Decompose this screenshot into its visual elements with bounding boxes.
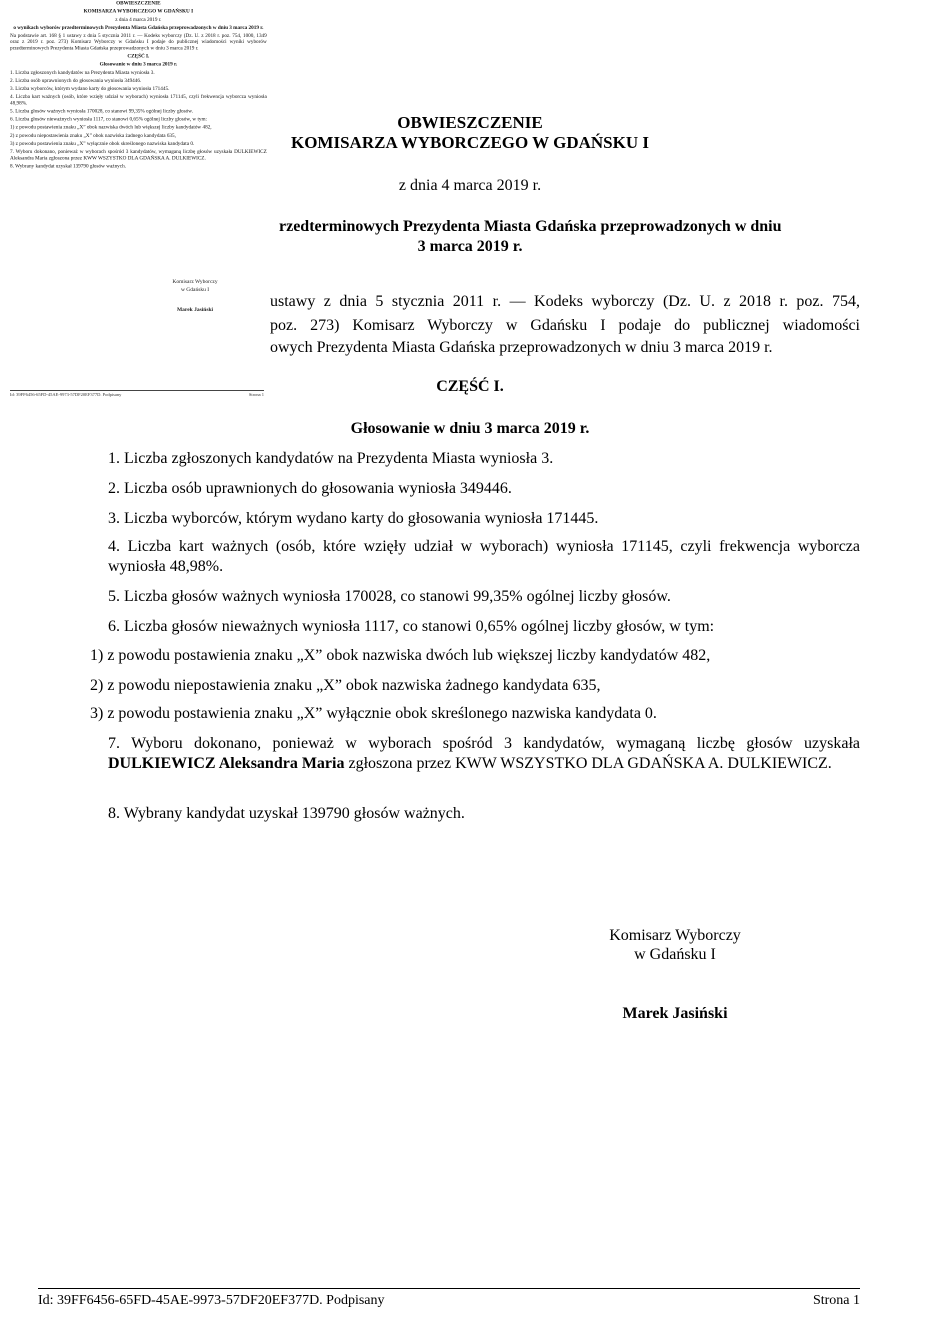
result-item-3 xyxy=(80,509,860,529)
thumb-title-line1: OBWIESZCZENIE xyxy=(116,0,161,6)
subject-line1: rzedterminowych Prezydenta Miasta Gdańska przeprowadzonych w dniu xyxy=(279,218,782,235)
document-date: z dnia 4 marca 2019 r. xyxy=(398,177,542,194)
result-item-5-text: 5. Liczba głosów ważnych wyniosła 170028, co stanowi 99,35% ogólnej liczby głosów. xyxy=(108,588,671,605)
result-item-1 xyxy=(80,449,860,469)
footer-page-number: Strona 1 xyxy=(812,1293,860,1308)
thumb-line-8: 2) z powodu niepostawienia znaku „X” obok nazwiska żadnego kandydata 635, xyxy=(10,132,176,139)
invalid-reason-2: 2) z powodu niepostawienia znaku „X” obok nazwiska żadnego kandydata 635, xyxy=(90,677,601,694)
result-item-7 xyxy=(80,734,860,774)
thumb-line-3: 3. Liczba wyborców, którym wydano karty do głosowania wyniosła 171445. xyxy=(10,85,170,92)
result-item-4 xyxy=(80,537,860,577)
thumb-line-10: 7. Wyboru dokonano, ponieważ w wyborach spośród 3 kandydatów, wymaganą liczbę głosów uzyskała DULKIEWICZ Aleksandra Maria zgłoszona przez KWW WSZYSTKO DLA GDAŃSKA A. DULKIEWICZ. xyxy=(10,148,267,161)
result-item-4-text: 4. Liczba kart ważnych (osób, które wzięły udział w wyborach) wyniosła 171145, czyli frekwencja wyborcza wyniosła 48,98%. xyxy=(108,538,860,575)
thumb-voting-header: Głosowanie w dniu 3 marca 2019 r. xyxy=(99,61,178,67)
thumb-sign-line1: Komisarz Wyborczy xyxy=(172,279,218,285)
thumbnail-content xyxy=(10,0,267,171)
thumb-intro: Na podstawie art. 168 § 1 ustawy z dnia 5 stycznia 2011 r. — Kodeks wyborczy (Dz. U. z 2018 r. poz. 754, 1000, 1349 oraz z 2019 r. poz. 273) Komisarz Wyborczy w Gdańsku I podaje do publicznej wiadomości wyniki wyborów przedterminowych Prezydenta Miasta Gdańska przeprowadzonych w dniu 3 marca 2019 r. xyxy=(10,32,267,51)
intro-line2: poz. 273) Komisarz Wyborczy w Gdańsku I podaje do publicznej wiadomości xyxy=(270,317,860,334)
thumb-line-2: 2. Liczba osób uprawnionych do głosowania wyniosła 349446. xyxy=(10,77,142,84)
document-title-line2: KOMISARZA WYBORCZEGO W GDAŃSKU I xyxy=(290,133,649,152)
thumb-footer-id: Id: 39FF6456-65FD-45AE-9973-57DF20EF377D. Podpisany xyxy=(10,392,122,397)
thumb-line-11: 8. Wybrany kandydat uzyskał 139790 głosów ważnych. xyxy=(10,163,126,169)
document-title-line1: OBWIESZCZENIE xyxy=(397,113,543,132)
signature-role-line2: w Gdańsku I xyxy=(634,946,716,963)
thumb-footer xyxy=(10,392,264,397)
item7-suffix: zgłoszona przez KWW WSZYSTKO DLA GDAŃSKA A. DULKIEWICZ. xyxy=(344,755,832,772)
thumb-footer-divider xyxy=(10,390,264,391)
signature-role-line1: Komisarz Wyborczy xyxy=(609,927,741,944)
intro-line1: ustawy z dnia 5 stycznia 2011 r. — Kodeks wyborczy (Dz. U. z 2018 r. poz. 754, xyxy=(270,293,860,310)
thumb-line-7: 1) z powodu postawienia znaku „X” obok nazwiska dwóch lub większej liczby kandydatów 482, xyxy=(10,124,212,130)
footer-divider xyxy=(38,1288,860,1289)
result-item-7-text xyxy=(80,734,860,774)
result-item-3-text: 3. Liczba wyborców, którym wydano karty do głosowania wyniosła 171445. xyxy=(108,510,599,527)
intro-line3: owych Prezydenta Miasta Gdańska przeprowadzonych w dniu 3 marca 2019 r. xyxy=(270,339,773,356)
page-thumbnail xyxy=(0,0,270,262)
invalid-reason-3: 3) z powodu postawienia znaku „X” wyłącznie obok skreślonego nazwiska kandydata 0. xyxy=(90,705,657,722)
thumb-line-5: 5. Liczba głosów ważnych wyniosła 170028, co stanowi 99,35% ogólnej liczby głosów. xyxy=(10,108,193,114)
section-title: CZĘŚĆ I. xyxy=(436,378,504,395)
result-item-1-text: 1. Liczba zgłoszonych kandydatów na Prezydenta Miasta wyniosła 3. xyxy=(108,450,554,467)
thumb-section-title: CZĘŚĆ I. xyxy=(127,53,150,59)
invalid-reason-1: 1) z powodu postawienia znaku „X” obok nazwiska dwóch lub większej liczby kandydatów 482, xyxy=(90,647,711,664)
result-item-6-text: 6. Liczba głosów nieważnych wyniosła 1117, co stanowi 0,65% ogólnej liczby głosów, w tym: xyxy=(108,618,715,635)
item7-prefix: 7. Wyboru dokonano, ponieważ w wyborach spośród 3 kandydatów, wymaganą liczbę głosów uzyskała xyxy=(108,735,860,752)
thumb-line-6: 6. Liczba głosów nieważnych wyniosła 1117, co stanowi 0,65% ogólnej liczby głosów, w tym: xyxy=(10,116,207,122)
elected-candidate-name: DULKIEWICZ Aleksandra Maria xyxy=(108,755,345,772)
result-item-2 xyxy=(80,479,860,499)
thumb-footer-page: Strona 1 xyxy=(248,392,264,397)
result-item-2-text: 2. Liczba osób uprawnionych do głosowania wyniosła 349446. xyxy=(108,480,512,497)
thumb-subject: o wynikach wyborów przedterminowych Prezydenta Miasta Gdańska przeprowadzonych w dniu 3 marca 2019 r. xyxy=(13,24,264,31)
thumb-signature xyxy=(160,278,230,314)
thumb-sign-name: Marek Jasiński xyxy=(176,307,214,313)
result-item-8 xyxy=(80,804,860,824)
footer-document-id: Id: 39FF6456-65FD-45AE-9973-57DF20EF377D. Podpisany xyxy=(38,1293,385,1308)
signature-name: Marek Jasiński xyxy=(622,1005,728,1022)
result-item-8-text: 8. Wybrany kandydat uzyskał 139790 głosów ważnych. xyxy=(108,805,465,822)
thumb-line-4: 4. Liczba kart ważnych (osób, które wzięły udział w wyborach) wyniosła 171145, czyli frekwencja wyborcza wyniosła 48,98%. xyxy=(10,93,267,106)
result-item-6 xyxy=(80,617,860,637)
thumb-line-1: 1. Liczba zgłoszonych kandydatów na Prezydenta Miasta wyniosła 3. xyxy=(10,69,155,76)
thumb-sign-line2: w Gdańsku I xyxy=(180,287,210,293)
result-item-5 xyxy=(80,587,860,607)
thumb-title-line2: KOMISARZA WYBORCZEGO W GDAŃSKU I xyxy=(83,8,194,14)
subject-line2: 3 marca 2019 r. xyxy=(417,238,523,255)
voting-header: Głosowanie w dniu 3 marca 2019 r. xyxy=(350,420,590,437)
thumb-date: z dnia 4 marca 2019 r. xyxy=(115,16,162,23)
thumb-line-9: 3) z powodu postawienia znaku „X” wyłącznie obok skreślonego nazwiska kandydata 0. xyxy=(10,140,195,147)
